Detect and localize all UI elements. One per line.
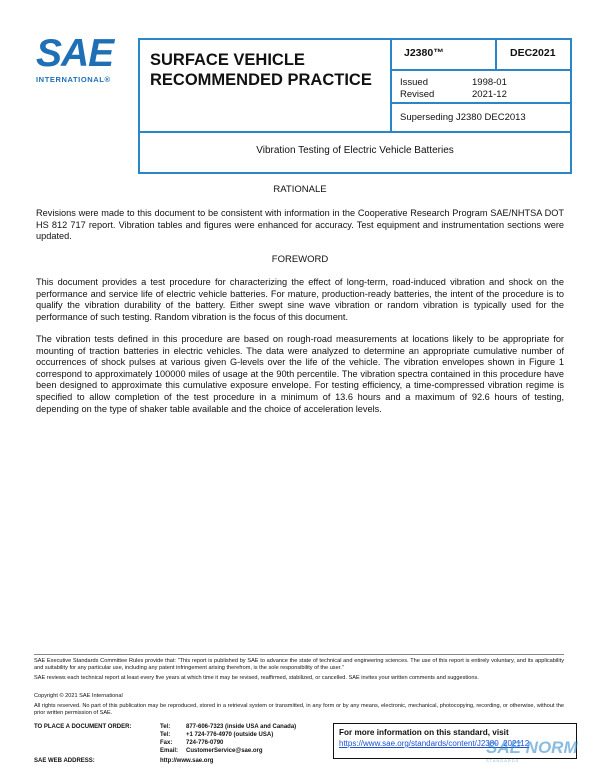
footer-rules-text: SAE Executive Standards Committee Rules provide that: “This report is published by SAE to advance the state of technical and engineering sciences. The use of this report is entirely voluntary, and its applicability and suitability for any particular use, including any patent infringement arising therefrom, is the sole responsibility of the user.” xyxy=(34,658,564,672)
superseding-text: Superseding J2380 DEC2013 xyxy=(400,112,526,123)
header-divider-h2 xyxy=(390,102,572,104)
watermark-subtext: STANDARDS xyxy=(486,758,520,763)
logo-subtext: INTERNATIONAL® xyxy=(36,75,111,84)
tel2-label: Tel: xyxy=(160,732,171,738)
web-address-label: SAE WEB ADDRESS: xyxy=(34,758,95,764)
document-type-title xyxy=(150,50,372,90)
header-divider-h1 xyxy=(390,69,572,71)
email-link[interactable]: CustomerService@sae.org xyxy=(186,748,263,754)
revised-label: Revised xyxy=(400,89,435,100)
fax-label: Fax: xyxy=(160,740,173,746)
header-divider-vertical-2 xyxy=(495,40,497,71)
sae-logo xyxy=(36,32,126,86)
footer-divider xyxy=(34,654,564,655)
order-label: TO PLACE A DOCUMENT ORDER: xyxy=(34,724,132,730)
tel2-value: +1 724-776-4970 (outside USA) xyxy=(186,732,274,738)
footer-copyright: Copyright © 2021 SAE International xyxy=(34,693,123,699)
foreword-paragraph-2: The vibration tests defined in this procedure are based on rough-road measurements at locations likely to be appropriate for mounting of traction batteries in electric vehicles. The data were analyzed to determine an appropriate cumulative number of occurrences of shock pulses at various given G-levels over the life of the vehicle. The vibration envelopes shown in Figure 1 correspond to approximately 100000 miles of usage at the 90th percentile. The vibration spectra contained in this procedure have been designed to approximate this cumulative exposure envelope. For testing efficiency, a time-compressed vibration regime is specified to allow completion of the test procedure in a minimum of 13.6 hours and a maximum of 92.6 hours of testing, depending on the type of shaker table available and the choice of acceleration levels. xyxy=(36,334,564,414)
footer-review-text: SAE reviews each technical report at least every five years at which time it may be revised, reaffirmed, stabilized, or cancelled. SAE invites your written comments and suggestions. xyxy=(34,675,479,681)
footer-rights-text: All rights reserved. No part of this publication may be reproduced, stored in a retrieval system or transmitted, in any form or by any means, electronic, mechanical, photocopying, recording, or otherwise, without the prior written permission of SAE. xyxy=(34,703,564,717)
watermark-text: SAE NORM xyxy=(486,738,578,757)
title-line-1: SURFACE VEHICLE xyxy=(150,51,305,69)
document-number: J2380™ xyxy=(404,47,444,59)
header-divider-vertical xyxy=(390,40,392,133)
standard-url-link[interactable]: https://www.sae.org/standards/content/J2380_202112 xyxy=(339,739,530,748)
rationale-text: Revisions were made to this document to be consistent with information in the Cooperative Research Program SAE/NHTSA DOT HS 812 717 report. Vibration tables and figures were enhanced for accuracy. Test equipment and instrumentation sections were updated. xyxy=(36,208,564,242)
logo-text: SAE xyxy=(36,32,114,75)
issued-label: Issued xyxy=(400,77,428,88)
header-divider-h3 xyxy=(140,131,572,133)
tel-value: 877-606-7323 (inside USA and Canada) xyxy=(186,724,297,730)
fax-value: 724-776-0790 xyxy=(186,740,224,746)
sae-norm-watermark xyxy=(486,738,590,772)
revised-value: 2021-12 xyxy=(472,89,507,100)
foreword-heading: FOREWORD xyxy=(271,254,329,265)
rationale-heading: RATIONALE xyxy=(273,184,327,195)
issued-value: 1998-01 xyxy=(472,77,507,88)
tel-label: Tel: xyxy=(160,724,171,730)
foreword-paragraph-1: This document provides a test procedure for characterizing the effect of long-term, road-induced vibration and shock on the performance and service life of electric vehicle batteries. For mature, production-ready batteries, the intent of the procedure is to qualify the vibration durability of the battery. Either swept sine wave vibration or random vibration is typically used for the performance of such testing. Random vibration is the focus of this document. xyxy=(36,277,564,322)
document-date: DEC2021 xyxy=(510,47,556,59)
web-address-link[interactable]: http://www.sae.org xyxy=(160,758,214,764)
title-line-2: RECOMMENDED PRACTICE xyxy=(150,71,372,89)
more-info-title: For more information on this standard, visit xyxy=(339,728,509,737)
email-label: Email: xyxy=(160,748,179,754)
header-box xyxy=(138,38,572,174)
document-subject: Vibration Testing of Electric Vehicle Batteries xyxy=(256,145,454,156)
